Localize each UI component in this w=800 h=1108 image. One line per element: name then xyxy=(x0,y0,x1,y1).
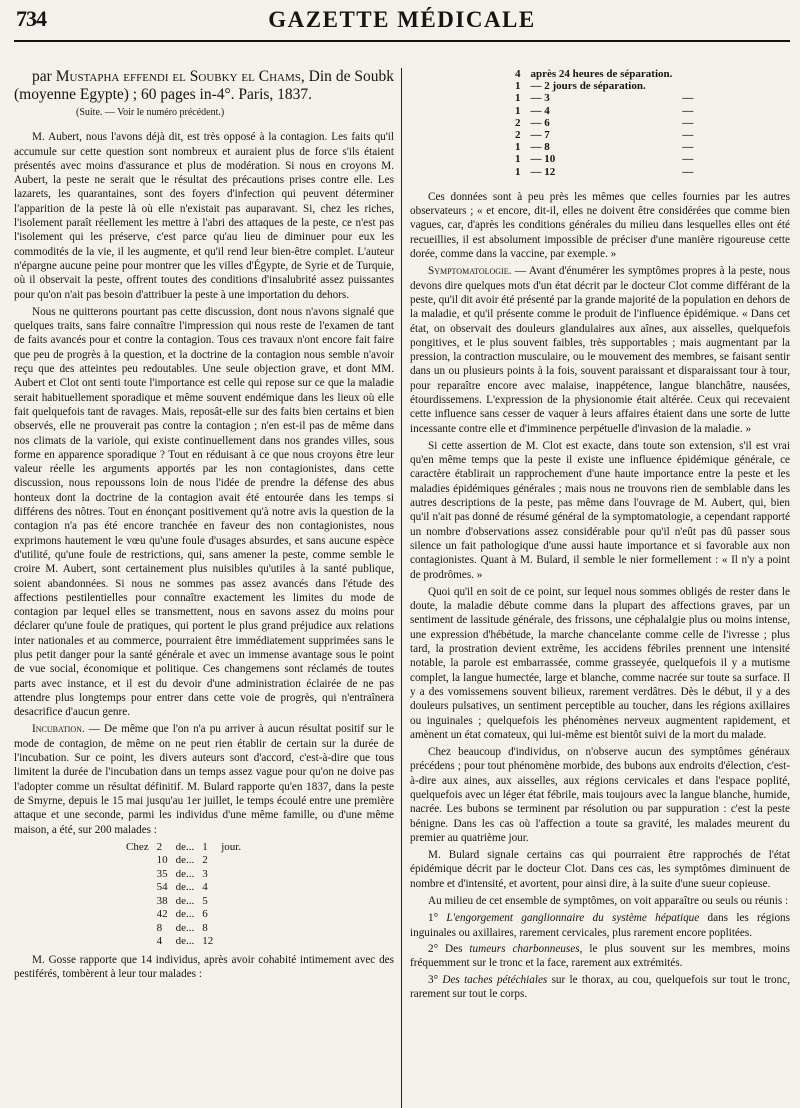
table-cell xyxy=(122,922,153,936)
incubation-paragraph: Incubation. — De même que l'on n'a pu arriver à aucun résultat positif sur le mode de contagion, de même on ne peut rien établir de certain sur la durée de l'incubation. Sur ce point, les divers auteurs sont d'accord, c'est-à-dire que tous limitent la durée de l'incubation dans un temps assez vague pour qu'on ne doive pas l'adopter comme un résultat définitif. M. Bulard rapporte qu'en 1837, dans la peste de Smyrne, depuis le 15 mai jusqu'au 1er juillet, le temps écoulé entre une première attaque et une seconde, parmi les individus d'une même famille, ou d'une même maison, a été, sur 200 malades : xyxy=(14,723,394,836)
table-cell: 1 xyxy=(202,840,208,853)
table-cell xyxy=(682,68,703,80)
table-cell: 1 xyxy=(515,80,521,93)
table-row xyxy=(515,105,703,117)
paragraph: M. Bulard signale certains cas qui pourraient être rapprochés de l'état épidémique décrit par le docteur Clot. Dans ces cas, les symptômes diminuent de nombre et d'intensité, et avortent, pour ainsi dire, à la suite d'une sueur copieuse. xyxy=(410,849,790,890)
table-cell: — 12 xyxy=(530,165,556,178)
table-cell: — 6 xyxy=(530,116,550,129)
table-cell: 1 xyxy=(515,141,521,154)
incubation-table xyxy=(122,841,245,949)
table-cell xyxy=(122,908,153,922)
review-byline: par Mustapha effendi el Soubky el Chams, Din de Soubk (moyenne Egypte) ; 60 pages in-4°. Paris, 1837. xyxy=(14,68,395,103)
table-row xyxy=(515,68,703,80)
page-header xyxy=(14,6,790,42)
table-cell xyxy=(217,922,245,936)
table-cell: — 10 xyxy=(530,153,556,166)
table-row xyxy=(122,895,245,909)
table-cell: 54 xyxy=(156,881,168,894)
table-cell: 2 xyxy=(515,116,521,129)
table-row xyxy=(515,153,703,165)
symptom-paragraph: Symptomatologie. — Avant d'énumérer les symptômes propres à la peste, nous devons dire quelques mots d'un état décrit par le docteur Clot comme différant de la peste, qu'il dit avoir été présenté par la grande majorité de la population en dehors de la maladie, et qu'il présente comme le produit de l'influence épidémique. « Dans cet état, on observait des douleurs glandulaires aux aînes, aux aisselles, quelquefois pongitives, et le plus souvent faibles, très supportables ; mais augmentant par la pression, la contraction musculaire, ou le mouvement des membres, se faisant sentir dans un ou plusieurs points à la fois, souvent paraissant et disparaissant tour à tour, pour reparaître encore avec malaise, inappétence, langue blanchâtre, nausées, étourdissemens. L'expression de la physionomie était altérée. Ceux qui recevaient cette influence sans cesser de vaquer à leurs affaires étaient dans une sorte de lutte incessante contre elle et d'imminence perpétuelle d'invasion de la maladie. » xyxy=(410,265,790,435)
right-column xyxy=(401,68,790,1108)
table-cell: 4 xyxy=(515,68,521,80)
table-cell: — 7 xyxy=(530,129,550,142)
table-cell: 2 xyxy=(156,840,163,853)
table-cell: — 8 xyxy=(530,141,550,154)
table-cell: — xyxy=(682,153,694,166)
table-cell: 10 xyxy=(156,854,168,867)
table-cell: de... xyxy=(175,881,195,894)
table-cell: 38 xyxy=(156,894,168,907)
table-row xyxy=(515,80,703,92)
table-cell: de... xyxy=(175,867,195,880)
section-heading-incubation: Incubation. xyxy=(32,723,85,736)
table-row xyxy=(515,117,703,129)
table-row xyxy=(515,166,703,178)
text-columns xyxy=(14,68,790,1108)
list-item: 3° Des taches pétéchiales sur le thorax, au cou, quelquefois sur tout le tronc, rarement sur tout le corps. xyxy=(410,973,790,1000)
table-cell: 2 xyxy=(202,854,208,867)
table-cell: 1 xyxy=(515,153,521,166)
table-row xyxy=(122,922,245,936)
table-cell: de... xyxy=(175,854,195,867)
table-cell: — xyxy=(682,129,694,142)
table-cell: — xyxy=(682,92,694,105)
paragraph: Nous ne quitterons pourtant pas cette discussion, dont nous n'avons signalé que quelques traits, sans faire connaître l'impression qui nous reste de l'examen de tant de faits avancés pour et contre la contagion. Tous ces travaux n'ont encore fait faire que peu de progrès à la question, et la doctrine de la contagion nous semble n'avoir reçu que des atteintes peu redoutables. Une seule objection grave, et dont MM. Aubert et Clot ont senti toute l'importance est celle qui repose sur ce que la maladie serait habituellement sporadique et même souvent endémique dans les lieux où elle fait quelquefois tant de ravages. Mais, reposât-elle sur des faits bien certains et bien observés, elle ne prouverait pas contre la contagion ; n'en est-il pas de même dans nos climats de la variole, qui existe continuellement dans nos grandes villes, sous forme en apparence sporadique ? Tout en réduisant à ce que nous croyons être leur valeur réelle les arguments apportés par les non contagionistes, dans cette discussion, nous repoussons loin de nous l'idée de prendre la défense des abus honteux dont la doctrine de la contagion avait été entourée dans les temps si différens des nôtres. Tout en énonçant positivement qu'à notre avis la question de la contagion n'a pas été encore tranchée en faveur des non contagionistes, nous exprimons hautement le vœu qu'une foule d'usages absurdes, et sans aucune espèce d'utilité, qu'une foule de restrictions, qui, sans amener la peste, comme semble le croire M. Aubert, sont certainement plus nuisibles qu'utiles à la santé publique, soient abandonnées. Si nous ne sommes pas assez avancés dans l'étude des affections pestilentielles pour connaître exactement les limites du mode de contagion par lequel elles se transmettent, nous en savons assez du moins pour déclarer qu'une foule de pratiques, qui portent le plus grand préjudice aux relations inter nationales et au commerce, pourraient être immédiatement supprimées sans le plus petit danger pour la santé générale et avec un immense avantage sous le point de vue social, économique et politique. Ces changemens sont réclamés de toutes parts avec instance, et il est du devoir d'une administration éclairée de ne pas attendre plus longtemps pour entrer dans cette voie de progrès, qui n'entraînera desacrifice d'aucun genre. xyxy=(14,305,394,719)
paragraph: Chez beaucoup d'individus, on n'observe aucun des symptômes généraux précédens ; pour tout phénomène morbide, des bubons aux endroits d'élection, c'est-à-dire aux aines, aux aisselles, aux régions cervicales et dans l'espace poplité, quelquefois avec un léger état fébrile, mais toujours avec la langue blanche, humide, nacrée. Les bubons se terminent par résolution ou par suppuration : c'est la peste bénigne. Dans les cas où l'affection a toute sa gravité, les malades meurent du premier au quatrième jour. xyxy=(410,746,790,844)
table-row xyxy=(122,854,245,868)
table-row xyxy=(122,908,245,922)
table-cell xyxy=(217,895,245,909)
paragraph: M. Gosse rapporte que 14 individus, après avoir cohabité intimement avec des pestiférés, tombèrent à leur tour malades : xyxy=(14,953,394,981)
table-cell xyxy=(122,868,153,882)
page-number: 734 xyxy=(16,6,46,31)
table-cell: après 24 heures de séparation. xyxy=(530,68,673,80)
paragraph: Si cette assertion de M. Clot est exacte, dans toute son extension, s'il est vrai qu'en même temps que la peste il existe une influence épidémique générale, ce caractère établirait un rapprochement d'une haute importance entre la peste et les maladies épidémiques générales ; mais nous ne trouvons rien de semblable dans les autres descriptions de la peste, pas même dans l'ouvrage de M. Aubert, qui, bien qu'il n'ait pas donné de résumé général de la symptomatologie, a cependant rapporté un nombre d'observations assez considérable pour qu'il n'eût pas dû passer sous silence un fait pathologique d'une aussi haute importance et si favorable aux non contagionistes. Quant à M. Bulard, il semble le nier formellement : « Il n'y a point de prodrômes. » xyxy=(410,439,790,581)
table-cell: — 3 xyxy=(530,92,550,105)
table-cell: 3 xyxy=(202,867,208,880)
table-row xyxy=(122,868,245,882)
table-cell: — xyxy=(682,104,694,117)
table-cell: 12 xyxy=(202,935,214,948)
table-cell: de... xyxy=(175,921,195,934)
journal-title: GAZETTE MÉDICALE xyxy=(268,7,536,32)
table-cell: 4 xyxy=(202,881,208,894)
table-cell: de... xyxy=(175,935,195,948)
paragraph: Quoi qu'il en soit de ce point, sur lequel nous sommes obligés de rester dans le doute, la maladie débute comme dans la plupart des affections graves, par un sentiment de lassitude générale, des frissons, une céphalalgie plus ou moins intense, une expression d'hébétude, la marche chancelante comme celle de l'ivresse ; plus tard, la prostration devient extrême, les accidens fébriles prennent une intensité notable, la parole est embarrassée, comme grasseyée, quelquefois il y a mutisme complet, la langue humectée, large et blanche, comme nacrée sur toute sa surface. Il y a des vomissemens souvent bilieux, rarement verdâtres. Dès le début, il y a des douleurs pulsatives, un sentiment perceptible au toucher, dans les régions axillaires ou inguinales ; quelquefois les phénomènes nerveux augmentent rapidement, et amènent un état comateux, qui lui-même est bientôt suivi de la mort du malade. xyxy=(410,585,790,741)
table-row xyxy=(515,92,703,104)
list-item: 2° Des tumeurs charbonneuses, le plus souvent sur les membres, moins fréquemment sur le tronc et la face, rarement aux extrémités. xyxy=(410,942,790,970)
table-cell xyxy=(217,935,245,949)
table-cell xyxy=(217,908,245,922)
separation-table xyxy=(515,68,703,178)
table-cell: 1 xyxy=(515,165,521,178)
table-cell: 5 xyxy=(202,894,208,907)
table-cell xyxy=(122,895,153,909)
section-heading-symptomatologie: Symptomatologie. xyxy=(428,265,512,278)
table-cell: — xyxy=(682,141,694,154)
paragraph: Ces données sont à peu près les mêmes que celles fournies par les autres observateurs ; « et encore, dit-il, elles ne doivent être considérées que comme bien vagues, car, d'après les conditions générales du milieu dans lesquelles elles ont été recueillies, il est absolument impossible de préciser d'une manière rigoureuse cette dorée, comme dans la vaccine, par exemple. » xyxy=(410,190,790,261)
list-item: 1° L'engorgement ganglionnaire du système hépatique dans les régions inguinales ou axillaires, rarement cervicales, plus rarement encore poplitées. xyxy=(410,912,790,939)
table-cell: 8 xyxy=(156,921,163,934)
table-cell: 8 xyxy=(202,921,208,934)
author-name: Mustapha effendi el Soubky el Chams xyxy=(55,68,301,85)
table-cell xyxy=(122,881,153,895)
table-cell: — 2 jours de séparation. xyxy=(530,80,646,93)
table-cell xyxy=(217,868,245,882)
table-cell: de... xyxy=(175,840,195,853)
table-cell xyxy=(217,881,245,895)
table-cell: jour. xyxy=(221,840,242,853)
table-cell xyxy=(122,854,153,868)
paragraph: M. Aubert, nous l'avons déjà dit, est très opposé à la contagion. Les faits qu'il accumule sur cette question sont nombreux et auraient plus de force s'ils étaient présentés avec moins d'assurance et plus de modération. Si nous en croyons M. Aubert, la peste ne serait que le résultat des précautions prises contre elle. Les lazarets, les quarantaines, sont des foyers d'infection qui peuvent déterminer l'apparition de la peste là où elle n'existait pas auparavant. Si, chez les riches, l'isolement paraît réellement les mettre à l'abri des attaques de la peste, ce n'est pas l'isolement qui les préserve, c'est parce qu'au lieu de diminuer pour eux les commodités de la vie, il les augmente, et qu'il rend leur bien-être complet. L'auteur n'épargne aucune peine pour montrer que les villes d'Égypte, de Syrie et de Turquie, où il observait la peste, offrent toutes des conditions d'insalubrité assez puissantes pour qu'on n'ait pas besoin d'attribuer la peste à une importation du dehors. xyxy=(14,131,394,301)
table-row xyxy=(122,935,245,949)
table-row xyxy=(515,129,703,141)
table-cell: 2 xyxy=(515,129,521,142)
table-cell: 35 xyxy=(156,867,168,880)
table-cell: — xyxy=(682,116,694,129)
left-column xyxy=(14,68,401,1108)
table-row xyxy=(515,141,703,153)
table-cell: 4 xyxy=(156,935,163,948)
table-cell xyxy=(217,854,245,868)
table-cell: 42 xyxy=(156,908,168,921)
continuation-note: (Suite. — Voir le numéro précédent.) xyxy=(76,107,225,118)
table-cell: 6 xyxy=(202,908,208,921)
table-row xyxy=(122,841,245,855)
table-cell: 1 xyxy=(515,104,521,117)
table-cell: de... xyxy=(175,894,195,907)
table-cell: — 4 xyxy=(530,104,550,117)
table-cell: 1 xyxy=(515,92,521,105)
table-cell xyxy=(122,935,153,949)
table-row xyxy=(122,881,245,895)
table-cell: de... xyxy=(175,908,195,921)
table-cell: Chez xyxy=(126,840,149,853)
table-cell xyxy=(682,80,703,92)
table-cell: — xyxy=(682,165,694,178)
paragraph: Au milieu de cet ensemble de symptômes, on voit apparaître ou seuls ou réunis : xyxy=(428,895,789,908)
